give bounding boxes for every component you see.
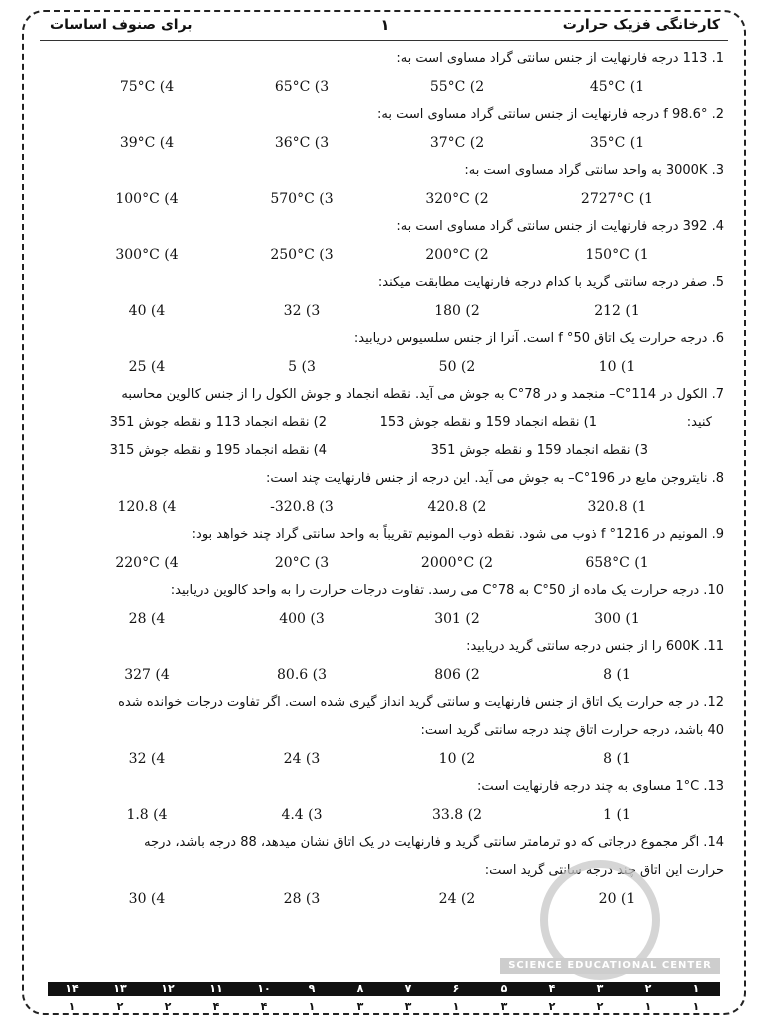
option-2[interactable]: 2) نقطه انجماد 113 و نقطه جوش 351: [109, 415, 327, 430]
option-4[interactable]: 30 (4: [128, 891, 166, 907]
answer-key-answer: ١: [68, 1000, 76, 1013]
question-text: 5. صفر درجه سانتی گرید با کدام درجه فارنهایت مطابقت میکند:: [377, 275, 724, 290]
answer-key-answer: ٢: [596, 1000, 604, 1013]
option-4[interactable]: 4) نقطه انجماد 195 و نقطه جوش 315: [109, 443, 327, 458]
question-1: [42, 45, 728, 101]
question-5: [42, 269, 728, 325]
question-2: [42, 101, 728, 157]
answer-key-answers: [48, 1000, 720, 1016]
answer-key-number: ١: [692, 982, 700, 995]
question-text: 12. در جه حرارت یک اتاق از جنس فارنهایت و سانتی گرید انداز گیری شده است. اگر تفاوت درجات خوانده شده: [118, 695, 724, 710]
question-4: [42, 213, 728, 269]
option-3[interactable]: 3) نقطه انجماد 159 و نقطه جوش 351: [430, 443, 648, 458]
answer-key-answer: ٣: [404, 1000, 412, 1013]
option-1[interactable]: 2727°C (1: [580, 191, 654, 207]
option-4[interactable]: 327 (4: [124, 667, 170, 683]
option-3[interactable]: 36°C (3: [274, 135, 330, 151]
option-4[interactable]: 300°C (4: [115, 247, 179, 263]
answer-key-number: ٢: [644, 982, 652, 995]
header-grade: برای صنوف اساسات: [50, 17, 193, 33]
option-4[interactable]: 100°C (4: [115, 191, 179, 207]
option-2[interactable]: 24 (2: [438, 891, 476, 907]
option-1[interactable]: 8 (1: [603, 751, 631, 767]
option-2[interactable]: 180 (2: [434, 303, 480, 319]
answer-key-number: ١۴: [65, 982, 79, 995]
answer-key-answer: ٣: [356, 1000, 364, 1013]
answer-key-answer: ١: [308, 1000, 316, 1013]
question-text: 4. 392 درجه فارنهایت از جنس سانتی گراد مساوی است به:: [396, 219, 724, 234]
answer-key-answer: ١: [452, 1000, 460, 1013]
question-12: [42, 689, 728, 773]
option-3[interactable]: 28 (3: [283, 891, 321, 907]
option-3[interactable]: 5 (3: [288, 359, 316, 375]
answer-key-number: ١٣: [113, 982, 127, 995]
option-3[interactable]: 80.6 (3: [277, 667, 327, 683]
question-13: [42, 773, 728, 829]
option-1[interactable]: 658°C (1: [585, 555, 649, 571]
option-3[interactable]: 400 (3: [279, 611, 325, 627]
answer-key-answer: ١: [644, 1000, 652, 1013]
question-text: 9. المونیم در 1216° f ذوب می شود. نقطه ذوب المونیم تقریباً به واحد سانتی گراد چند خواهد بود:: [191, 527, 724, 542]
option-1[interactable]: 35°C (1: [589, 135, 645, 151]
question-text: 3. 3000K به واحد سانتی گراد مساوی است به:: [464, 163, 724, 178]
option-1[interactable]: 300 (1: [594, 611, 640, 627]
answer-key-number: ١٠: [257, 982, 271, 995]
answer-key-answer: ۴: [212, 1000, 220, 1013]
answer-key-answer: ٢: [116, 1000, 124, 1013]
question-text: 13. 1°C مساوی به چند درجه فارنهایت است:: [477, 779, 724, 794]
option-2[interactable]: 55°C (2: [429, 79, 485, 95]
answer-key-number: ١١: [209, 982, 223, 995]
watermark-logo: [500, 860, 712, 980]
question-9: [42, 521, 728, 577]
question-10: [42, 577, 728, 633]
option-1[interactable]: 1 (1: [603, 807, 631, 823]
answer-key-answer: ۴: [260, 1000, 268, 1013]
question-text: 6. درجه حرارت یک اتاق 50° f است. آنرا از جنس سلسیوس دریابید:: [353, 331, 724, 346]
option-2[interactable]: 320°C (2: [425, 191, 489, 207]
question-8: [42, 465, 728, 521]
answer-key-number: ۴: [548, 982, 556, 995]
question-text-lead: کنید:: [686, 415, 712, 430]
option-1[interactable]: 20 (1: [598, 891, 636, 907]
option-2[interactable]: 33.8 (2: [432, 807, 482, 823]
option-4[interactable]: 220°C (4: [115, 555, 179, 571]
question-text: 7. الکول در 114°C– منجمد و در 78°C به جوش می آید. نقطه انجماد و جوش الکول را از جنس کالوین محاسبه: [121, 387, 724, 402]
option-4[interactable]: 120.8 (4: [117, 499, 177, 515]
question-11: [42, 633, 728, 689]
question-text: 1. 113 درجه فارنهایت از جنس سانتی گراد مساوی است به:: [396, 51, 724, 66]
question-list: [42, 45, 728, 913]
option-1[interactable]: 10 (1: [598, 359, 636, 375]
answer-key-answer: ١: [692, 1000, 700, 1013]
option-2[interactable]: 37°C (2: [429, 135, 485, 151]
option-2[interactable]: 50 (2: [438, 359, 476, 375]
option-4[interactable]: 32 (4: [128, 751, 166, 767]
question-6: [42, 325, 728, 381]
question-text: 14. اگر مجموع درجاتی که دو ترمامتر سانتی گرید و فارنهایت در یک اتاق نشان میدهد، 88 درجه باشد، درجه: [144, 835, 724, 850]
answer-key-number: ٨: [356, 982, 364, 995]
answer-key-numbers: [48, 982, 720, 998]
option-3[interactable]: 250°C (3: [270, 247, 334, 263]
question-text-cont: حرارت این اتاق چند درجه سانتی گرید است:: [484, 863, 724, 878]
answer-key-number: ٣: [596, 982, 604, 995]
answer-key-number: ۵: [500, 982, 508, 995]
option-3[interactable]: 20°C (3: [274, 555, 330, 571]
option-3[interactable]: 4.4 (3: [281, 807, 323, 823]
option-2[interactable]: 420.8 (2: [427, 499, 487, 515]
option-1[interactable]: 212 (1: [594, 303, 640, 319]
option-3[interactable]: 65°C (3: [274, 79, 330, 95]
question-text: 8. نایتروجن مایع در 196°C– به جوش می آید. این درجه از جنس فارنهایت چند است:: [265, 471, 724, 486]
option-3[interactable]: 32 (3: [283, 303, 321, 319]
question-3: [42, 157, 728, 213]
option-2[interactable]: 200°C (2: [425, 247, 489, 263]
header-divider: [40, 40, 728, 41]
answer-key-answer: ٢: [164, 1000, 172, 1013]
option-4[interactable]: 75°C (4: [119, 79, 175, 95]
answer-key-number: ٧: [404, 982, 412, 995]
option-2[interactable]: 2000°C (2: [420, 555, 494, 571]
option-3[interactable]: -320.8 (3: [270, 499, 334, 515]
answer-key-number: ٩: [308, 982, 316, 995]
option-1[interactable]: 45°C (1: [589, 79, 645, 95]
option-4[interactable]: 1.8 (4: [126, 807, 168, 823]
option-2[interactable]: 10 (2: [438, 751, 476, 767]
option-4[interactable]: 39°C (4: [119, 135, 175, 151]
question-text: 2. 98.6° f درجه فارنهایت از جنس سانتی گراد مساوی است به:: [376, 107, 724, 122]
option-3[interactable]: 24 (3: [283, 751, 321, 767]
page-number: ۱: [380, 16, 390, 34]
option-2[interactable]: 806 (2: [434, 667, 480, 683]
option-1[interactable]: 150°C (1: [585, 247, 649, 263]
question-7: [42, 381, 728, 465]
answer-key-number: ۶: [452, 982, 460, 995]
option-1[interactable]: 8 (1: [603, 667, 631, 683]
answer-key-answer: ٣: [500, 1000, 508, 1013]
answer-key-answer: ٢: [548, 1000, 556, 1013]
question-text: 10. درجه حرارت یک ماده از 50°C به 78°C می رسد. تفاوت درجات حرارت را به واحد کالوین دریابید:: [170, 583, 724, 598]
option-4[interactable]: 25 (4: [128, 359, 166, 375]
option-3[interactable]: 570°C (3: [270, 191, 334, 207]
option-4[interactable]: 40 (4: [128, 303, 166, 319]
option-2[interactable]: 301 (2: [434, 611, 480, 627]
question-text-cont: 40 باشد، درجه حرارت اتاق چند درجه سانتی گرید است:: [420, 723, 724, 738]
question-text: 11. 600K را از جنس درجه سانتی گرید دریابید:: [466, 639, 724, 654]
watermark-band: SCIENCE EDUCATIONAL CENTER: [500, 958, 720, 974]
answer-key-number: ١٢: [161, 982, 175, 995]
header-title: کارخانگی فزیک حرارت: [562, 17, 720, 33]
option-4[interactable]: 28 (4: [128, 611, 166, 627]
option-1[interactable]: 320.8 (1: [587, 499, 647, 515]
option-1[interactable]: 1) نقطه انجماد 159 و نقطه جوش 153: [379, 415, 597, 430]
